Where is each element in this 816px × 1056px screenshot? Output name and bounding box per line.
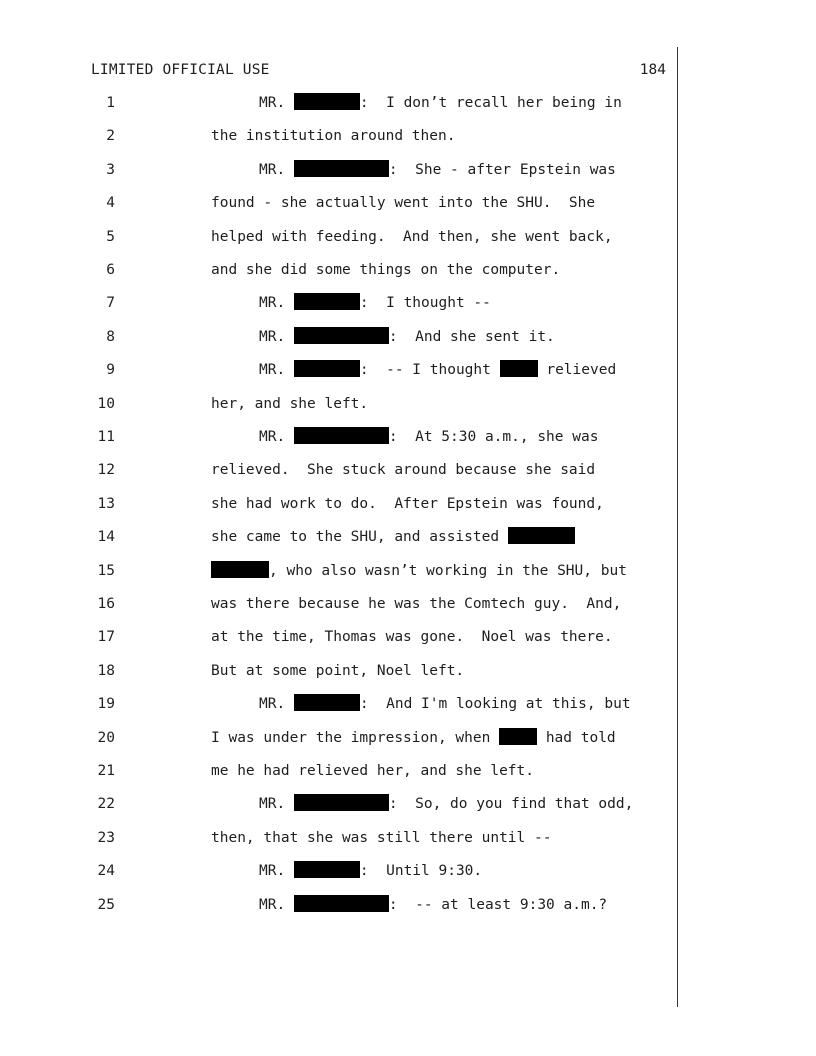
redaction-block [294, 327, 389, 344]
line-text [211, 660, 464, 682]
line-number: 16 [97, 596, 115, 612]
line-number: 9 [106, 362, 115, 379]
line-number: 6 [106, 262, 115, 278]
line-number: 22 [97, 796, 115, 813]
line-number: 24 [97, 863, 115, 880]
line-number: 2 [106, 128, 115, 145]
line-text [211, 760, 534, 782]
text-segment: MR. [259, 796, 294, 813]
redaction-block [294, 694, 360, 711]
line-text [211, 727, 616, 749]
redaction-block [294, 794, 389, 811]
text-segment: But at some point, Noel left. [211, 662, 465, 679]
line-text [211, 125, 455, 147]
line-number: 19 [97, 696, 115, 713]
line-text [211, 626, 613, 648]
line-text [211, 226, 613, 248]
line-number: 14 [97, 529, 115, 546]
line-text [211, 493, 604, 515]
redaction-block [294, 861, 360, 878]
line-number: 25 [97, 896, 115, 913]
line-number: 18 [97, 662, 115, 679]
text-segment: me he had relieved her, and she left. [211, 763, 535, 779]
text-segment: : So, do you find that odd, [388, 796, 634, 813]
line-number: 23 [97, 829, 115, 846]
text-segment: she had work to do. After Epstein was found, [211, 495, 604, 512]
line-text [259, 92, 622, 114]
margin-rule [677, 47, 678, 1007]
text-segment: : At 5:30 a.m., she was [388, 429, 599, 445]
page-number: 184 [639, 62, 666, 78]
text-segment: at the time, Thomas was gone. Noel was there. [211, 629, 613, 646]
redaction-block [211, 561, 269, 578]
line-text [259, 292, 491, 314]
redaction-block [294, 93, 360, 110]
text-segment: MR. [259, 295, 294, 312]
text-segment: MR. [259, 95, 294, 111]
line-number: 21 [97, 763, 115, 779]
line-text [211, 526, 575, 548]
text-segment: had told [537, 729, 616, 746]
text-segment: MR. [259, 161, 294, 178]
line-text [211, 259, 560, 281]
line-number: 4 [106, 195, 115, 212]
text-segment: relieved [537, 362, 617, 379]
text-segment: , who also wasn’t working in the SHU, but [269, 562, 627, 579]
line-text [211, 593, 621, 615]
line-number: 12 [97, 462, 115, 479]
line-text [211, 459, 595, 481]
text-segment: : And I'm looking at this, but [359, 696, 631, 713]
line-text [211, 827, 551, 849]
line-text [259, 159, 616, 181]
text-segment: : -- I thought [359, 362, 500, 379]
line-number: 11 [97, 429, 115, 445]
redaction-block [500, 360, 538, 377]
text-segment: she came to the SHU, and assisted [211, 529, 508, 546]
line-text [211, 393, 368, 415]
redaction-block [294, 427, 389, 444]
classification-header: LIMITED OFFICIAL USE [91, 62, 270, 78]
text-segment: the institution around then. [211, 128, 456, 145]
line-number: 15 [97, 562, 115, 579]
line-text [259, 860, 482, 882]
line-number: 17 [97, 629, 115, 646]
line-text [259, 426, 598, 448]
text-segment: : And she sent it. [388, 328, 555, 345]
text-segment: : Until 9:30. [359, 863, 483, 880]
text-segment: her, and she left. [211, 395, 369, 412]
line-number: 20 [97, 729, 115, 746]
redaction-block [294, 293, 360, 310]
text-segment: relieved. She stuck around because she said [211, 462, 596, 479]
text-segment: : -- at least 9:30 a.m.? [388, 896, 608, 913]
line-number: 8 [106, 328, 115, 345]
text-segment: MR. [259, 328, 294, 345]
line-text [259, 894, 607, 916]
redaction-block [508, 527, 575, 544]
redaction-block [294, 160, 389, 177]
line-text [259, 326, 555, 348]
redaction-block [499, 728, 537, 745]
text-segment: was there because he was the Comtech guy. And, [211, 596, 622, 612]
text-segment: : She - after Epstein was [388, 161, 616, 178]
text-segment: then, that she was still there until -- [211, 829, 552, 846]
text-segment: : I thought -- [359, 295, 491, 312]
line-text [259, 359, 616, 381]
line-number: 3 [106, 161, 115, 178]
text-segment: and she did some things on the computer. [211, 262, 561, 278]
line-number: 10 [97, 395, 115, 412]
line-text [211, 560, 627, 582]
redaction-block [294, 895, 389, 912]
line-text [259, 793, 633, 815]
text-segment: MR. [259, 362, 294, 379]
line-number: 13 [97, 495, 115, 512]
redaction-block [294, 360, 360, 377]
text-segment: MR. [259, 863, 294, 880]
text-segment: I was under the impression, when [211, 729, 500, 746]
text-segment: MR. [259, 896, 294, 913]
text-segment: found - she actually went into the SHU. She [211, 195, 596, 212]
text-segment: MR. [259, 429, 294, 445]
line-number: 7 [106, 295, 115, 312]
line-number: 5 [106, 228, 115, 245]
text-segment: : I don’t recall her being in [359, 95, 622, 111]
line-text [211, 192, 595, 214]
line-text [259, 693, 631, 715]
line-number: 1 [106, 95, 115, 111]
text-segment: MR. [259, 696, 294, 713]
text-segment: helped with feeding. And then, she went back, [211, 228, 613, 245]
